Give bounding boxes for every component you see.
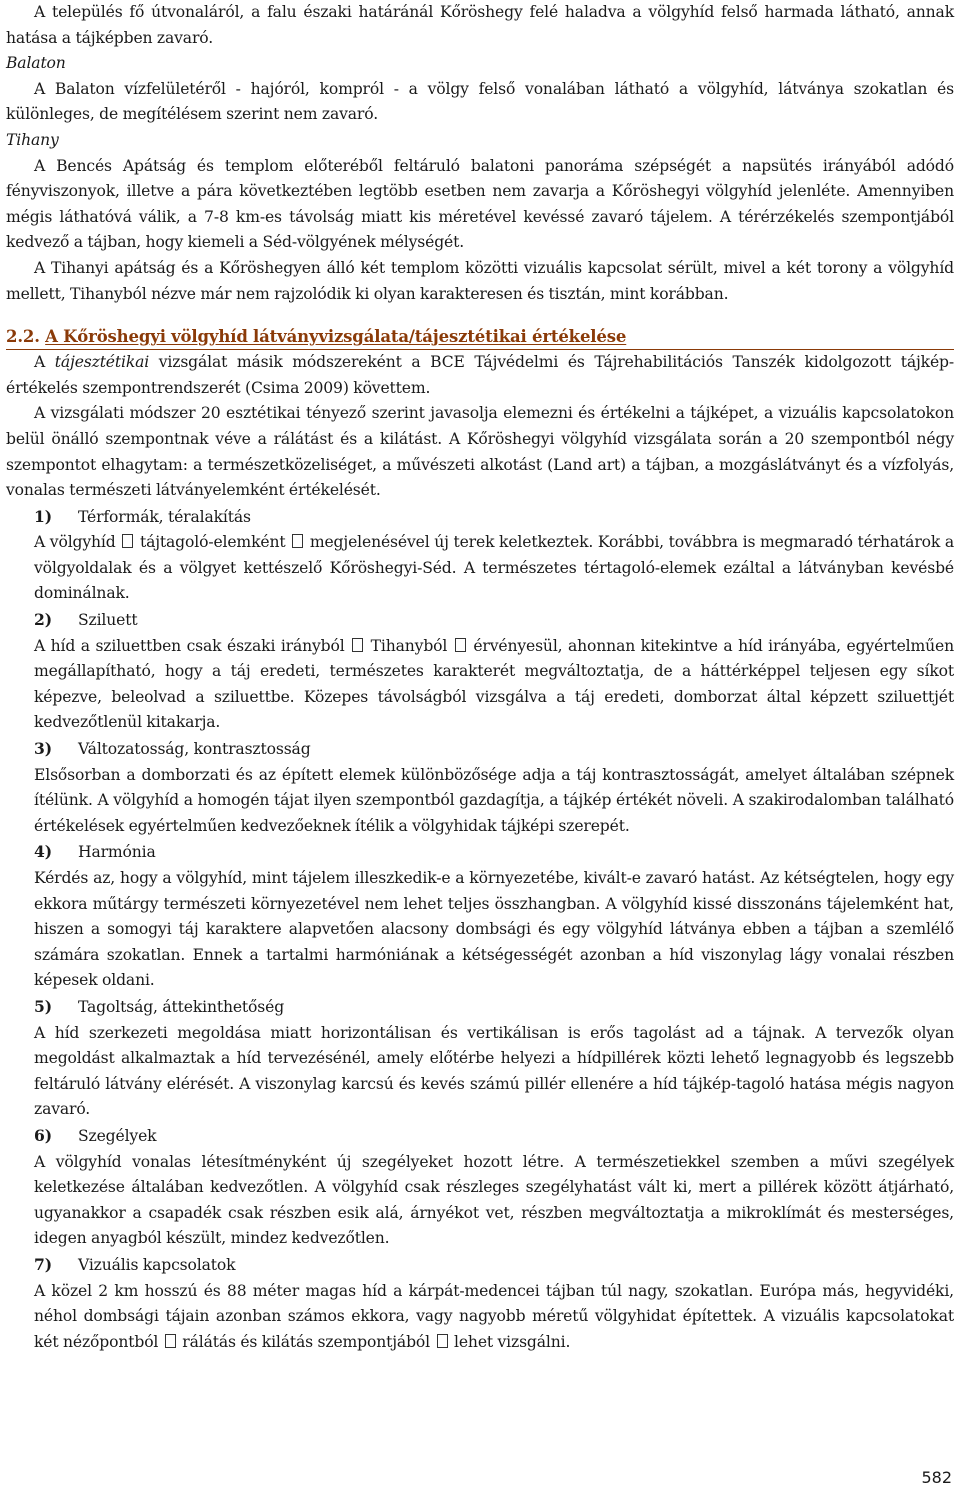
item-heading-4: 4) Harmónia bbox=[34, 842, 156, 862]
section-title-text: A Kőröshegyi völgyhíd látványvizsgálata/tájesztétikai értékelése bbox=[45, 327, 627, 347]
item-heading-7: 7) Vizuális kapcsolatok bbox=[34, 1254, 236, 1274]
missing-glyph-icon bbox=[437, 1334, 448, 1348]
missing-glyph-icon bbox=[455, 638, 466, 652]
item-heading-1: 1) Térformák, téralakítás bbox=[34, 506, 251, 526]
missing-glyph-icon bbox=[292, 534, 303, 548]
paragraph-method-details: A vizsgálati módszer 20 esztétikai tényező szerint javasolja elemezni és értékelni a tájképet, a vizuális kapcsolatokon belül önálló szempontnak véve a rálátást és a kilátást. A Kőröshegyi völgyhíd vizsgálata során a 20 szempontból négy szempontot elhagytam: a természetközeliséget, a művészeti alkotást (Land art) a tájban, a mozgáslátványt és a vízfolyás, vonalas természeti látványelemként értékelését. bbox=[6, 404, 954, 500]
item-text-7: A közel 2 km hosszú és 88 méter magas híd a kárpát-medencei tájban túl nagy, szokatlan. Európa más, hegyvidéki, néhol dombsági tájain azonban számos ekkora, vagy nagyobb méretű völgyhidat építettek. A vizuális kapcsolatokat két nézőpontból rálátás és kilátás szempontjából lehet vizsgálni. bbox=[34, 1281, 954, 1351]
section-heading bbox=[6, 325, 954, 350]
missing-glyph-icon bbox=[352, 638, 363, 652]
document-body bbox=[6, 0, 954, 1355]
item-text-4: Kérdés az, hogy a völgyhíd, mint tájelem illeszkedik-e a környezetébe, kivált-e zavaró hatást. Az kétségtelen, hogy egy ekkora műtárgy természeti környezetével nem lehet teljes összhangban. A völgyhíd kissé disszonáns tájelemként hat, hiszen a somogyi táj karaktere alapvetően alacsony dombsági és egy völgyhíd látványa ebben a tájban a szemlélő számára szokatlan. Ennek a tartalmi harmóniának a kétségességét azonban a híd viszonylag lágy vonalai részben képesek oldani. bbox=[34, 869, 954, 990]
item-heading-6: 6) Szegélyek bbox=[34, 1125, 157, 1145]
item-heading-3: 3) Változatosság, kontrasztosság bbox=[34, 739, 311, 759]
subheading-tihany: Tihany bbox=[6, 130, 59, 149]
item-text-2: A híd a sziluettben csak északi irányból Tihanyból érvényesül, ahonnan kitekintve a híd irányába, egyértelműen megállapítható, hogy a táj eredeti, természetes karakterét megváltoztatja, de a háttérképpel teljesen egy síkot képezve, beleolvad a sziluettbe. Közepes távolságból vizsgálva a táj eredeti, domborzat által képzett sziluettjét kedvezőtlenül kitakarja. bbox=[34, 636, 954, 732]
paragraph-tihany-2: A Tihanyi apátság és a Kőröshegyen álló két templom közötti vizuális kapcsolat sérült, mivel a két torony a völgyhíd mellett, Tihanyból nézve már nem rajzolódik ki olyan karakteresen és tisztán, mint korábban. bbox=[6, 258, 954, 303]
item-text-3: Elsősorban a domborzati és az épített elemek különbözősége adja a táj kontrasztosságát, amelyet általában szépnek ítélünk. A völgyhíd a homogén tájat ilyen szempontból gazdagítja, a tájkép értékét növeli. A szakirodalomban található értékelések egyértelműen kedvezőeknek ítélik a völgyhidak tájképi szerepét. bbox=[34, 765, 954, 835]
section-number: 2.2. bbox=[6, 327, 40, 347]
item-text-6: A völgyhíd vonalas létesítményként új szegélyeket hozott létre. A természetiekkel szemben a művi szegélyek keletkezése általában kedvezőtlen. A völgyhíd csak részleges szegélyhatást vált ki, mert a pillérek között átjárható, ugyanakkor a csapadék csak részben esik alá, árnyékot vet, részben megváltoztatja a mikroklímát és mesterséges, idegen anyagból készült, mindez kedvezőtlen. bbox=[34, 1152, 954, 1248]
missing-glyph-icon bbox=[122, 534, 133, 548]
subheading-balaton: Balaton bbox=[6, 54, 66, 73]
paragraph-tihany-1: A Bencés Apátság és templom előteréből feltáruló balatoni panoráma szépségét a napsütés irányából adódó fényviszonyok, illetve a pára következtében legtöbb esetben nem zavarja a Kőröshegyi völgyhíd jelenléte. Amennyiben mégis láthatóvá válik, a 7-8 km-es távolság miatt kis méretével kevéssé zavaró tájelem. A térérzékelés szempontjából kedvező a tájban, hogy kiemeli a Séd-völgyének mélységét. bbox=[6, 156, 954, 252]
paragraph-intro-end: A település fő útvonaláról, a falu északi határánál Kőröshegy felé haladva a völgyhíd felső harmada látható, annak hatása a tájképben zavaró. bbox=[6, 3, 954, 47]
item-heading-5: 5) Tagoltság, áttekinthetőség bbox=[34, 996, 285, 1016]
item-text-1: A völgyhíd tájtagoló-elemként megjelenésével új terek keletkeztek. Korábbi, továbbra is megmaradó térhatárok a völgyoldalak és a völgyet kettészelő Kőröshegyi-Séd. A természetes tértagoló-elemek ezáltal a látványban kevésbé dominálnak. bbox=[34, 533, 954, 603]
paragraph-method-intro: A tájesztétikai vizsgálat másik módszereként a BCE Tájvédelmi és Tájrehabilitációs Tanszék kidolgozott tájkép-értékelés szempontrendszerét (Csima 2009) követtem. bbox=[6, 353, 954, 397]
missing-glyph-icon bbox=[165, 1334, 176, 1348]
italic-term: tájesztétikai bbox=[54, 353, 150, 372]
item-text-5: A híd szerkezeti megoldása miatt horizontálisan és vertikálisan is erős tagolást ad a tájnak. A tervezők olyan megoldást alkalmaztak a híd tervezésénél, amely előtérbe helyezi a hídpillérek közti lehető legnagyobb és legszebb feltáruló látvány elérését. A viszonylag karcsú és kevés számú pillér ellenére a híd tájkép-tagoló hatása mégis nagyon zavaró. bbox=[34, 1023, 954, 1119]
page-number: 582 bbox=[921, 1468, 952, 1487]
item-heading-2: 2) Sziluett bbox=[34, 610, 138, 630]
paragraph-balaton: A Balaton vízfelületéről - hajóról, kompról - a völgy felső vonalában látható a völgyhíd, látványa szokatlan és különleges, de megítélésem szerint nem zavaró. bbox=[6, 79, 954, 124]
